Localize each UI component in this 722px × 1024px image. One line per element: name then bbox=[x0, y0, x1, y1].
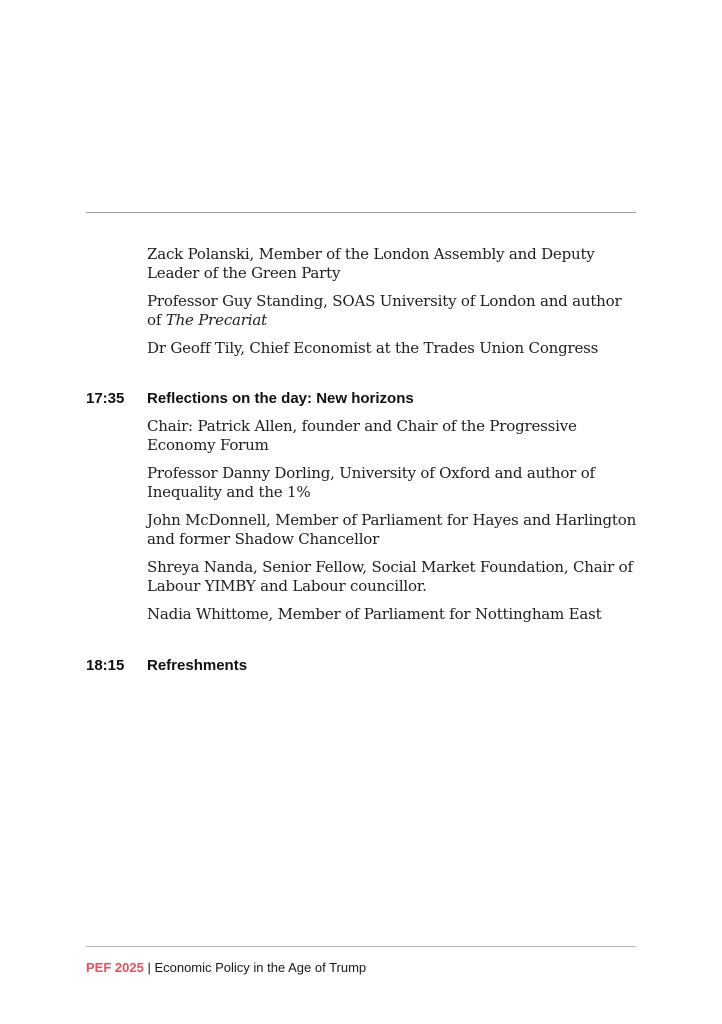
session-speaker-list bbox=[147, 417, 637, 633]
session-time: 18:15 bbox=[86, 657, 125, 674]
session-time: 17:35 bbox=[86, 390, 125, 407]
footer-separator: | bbox=[143, 960, 155, 975]
speaker-entry: John McDonnell, Member of Parliament for Hayes and Harlington and former Shadow Chancellor bbox=[147, 511, 637, 548]
footer-brand: PEF 2025 bbox=[86, 960, 144, 975]
speaker-entry: Nadia Whittome, Member of Parliament for Nottingham East bbox=[147, 605, 602, 623]
page-footer bbox=[86, 959, 366, 977]
speaker-text: Professor Guy Standing, SOAS University of London and author of bbox=[147, 292, 622, 329]
top-divider bbox=[86, 212, 636, 213]
speaker-entry: Zack Polanski, Member of the London Assembly and Deputy Leader of the Green Party bbox=[147, 245, 595, 282]
speaker-entry: Shreya Nanda, Senior Fellow, Social Market Foundation, Chair of Labour YIMBY and Labour councillor. bbox=[147, 558, 633, 595]
book-title: The Precariat bbox=[165, 311, 267, 329]
speaker-entry: Dr Geoff Tily, Chief Economist at the Trades Union Congress bbox=[147, 339, 599, 357]
footer-divider bbox=[86, 946, 636, 947]
session-title: Refreshments bbox=[147, 657, 248, 674]
speaker-entry: Chair: Patrick Allen, founder and Chair of the Progressive Economy Forum bbox=[147, 417, 577, 454]
session-title: Reflections on the day: New horizons bbox=[147, 390, 414, 407]
speaker-entry: Professor Danny Dorling, University of Oxford and author of Inequality and the 1% bbox=[147, 464, 595, 501]
speaker-entry bbox=[147, 292, 637, 330]
panel-speaker-list bbox=[147, 245, 637, 367]
footer-title: Economic Policy in the Age of Trump bbox=[154, 960, 367, 975]
